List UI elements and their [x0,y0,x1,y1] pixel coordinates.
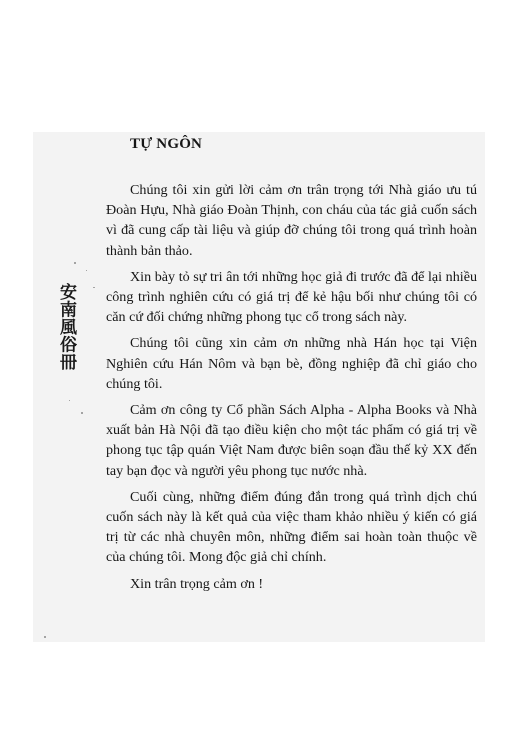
closing-line: Xin trân trọng cảm ơn ! [130,575,264,592]
paragraph: Cảm ơn công ty Cổ phần Sách Alpha - Alpha Books và Nhà xuất bản Hà Nội đã tạo điều kiện cho một tác phẩm có giá trị về phong tục tập quán Việt Nam được biên soạn đầu thế kỷ XX đến tay bạn đọc và người yêu phong tục nước nhà. [106,402,477,479]
side-title-vertical: 安南風俗冊 [56,283,76,371]
page-heading: TỰ NGÔN [130,136,203,152]
scan-speck [74,262,76,264]
paragraph: Xin bày tỏ sự tri ân tới những học giả đi trước đã để lại nhiều công trình nghiên cứu có giá trị để kẻ hậu bối như chúng tôi có căn cứ đối chứng những phong tục cổ trong sách này. [106,268,477,326]
paragraph: Chúng tôi cũng xin cảm ơn những nhà Hán học tại Viện Nghiên cứu Hán Nôm và bạn bè, đồng nghiệp đã chỉ giáo cho chúng tôi. [106,335,477,392]
body-text [106,180,477,600]
paragraph: Chúng tôi xin gửi lời cảm ơn trân trọng tới Nhà giáo ưu tú Đoàn Hựu, Nhà giáo Đoàn Thịnh, con cháu của tác giả cuốn sách vì đã cung cấp tài liệu và giúp đỡ chúng tôi trong quá trình hoàn thành bản thảo. [106,182,477,259]
scan-speck [44,636,46,638]
paragraph: Cuối cùng, những điểm đúng đắn trong quá trình dịch chú cuốn sách này là kết quả của việc tham khảo nhiều ý kiến có giá trị từ các nhà chuyên môn, những điểm sai hoàn toàn thuộc về của chúng tôi. Mong độc giả chỉ chính. [106,488,477,566]
scan-speck [93,287,95,288]
scan-speck [81,412,83,414]
scan-speck [86,270,87,271]
scan-speck [69,400,70,401]
